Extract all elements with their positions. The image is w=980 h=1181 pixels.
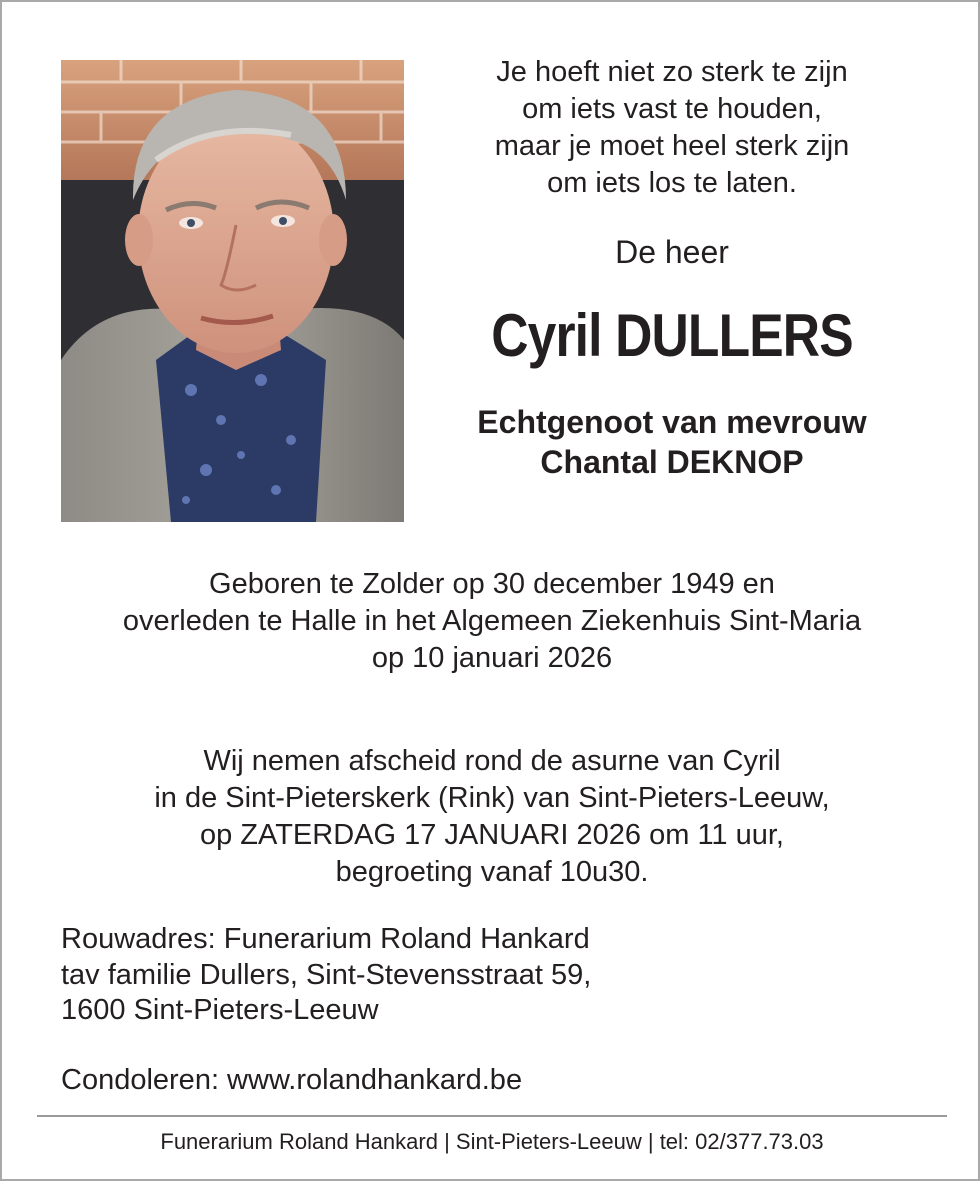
address-line: 1600 Sint-Pieters-Leeuw xyxy=(61,994,379,1026)
ceremony-line: Wij nemen afscheid rond de asurne van Cyril xyxy=(203,745,781,777)
spouse-line: Echtgenoot van mevrouw xyxy=(477,404,867,440)
birth-death-line: overleden te Halle in het Algemeen Ziekenhuis Sint-Maria xyxy=(122,605,862,637)
memorial-quote xyxy=(412,54,932,202)
birth-death-line: op 10 januari 2026 xyxy=(371,642,613,674)
deceased-name: Cyril DULLERS xyxy=(491,302,853,369)
birth-death-info xyxy=(2,566,980,677)
header-text-column xyxy=(412,54,932,482)
portrait-photo xyxy=(61,60,404,522)
spouse-info xyxy=(412,402,932,482)
footer-text: Funerarium Roland Hankard | Sint-Pieters-Leeuw | tel: 02/377.73.03 xyxy=(160,1129,824,1154)
quote-line: om iets los te laten. xyxy=(547,167,797,199)
honorific: De heer xyxy=(615,234,729,270)
ceremony-line: in de Sint-Pieterskerk (Rink) van Sint-Pieters-Leeuw, xyxy=(154,782,830,814)
address-line: Rouwadres: Funerarium Roland Hankard xyxy=(61,923,590,955)
ceremony-info xyxy=(2,743,980,891)
quote-line: om iets vast te houden, xyxy=(522,93,822,125)
mourning-address xyxy=(61,922,591,1029)
address-line: tav familie Dullers, Sint-Stevensstraat 59, xyxy=(61,958,592,991)
birth-death-line: Geboren te Zolder op 30 december 1949 en xyxy=(209,568,775,600)
quote-line: maar je moet heel sterk zijn xyxy=(494,130,850,162)
condolence-text: Condoleren: www.rolandhankard.be xyxy=(61,1064,523,1096)
ceremony-line: op ZATERDAG 17 JANUARI 2026 om 11 uur, xyxy=(199,819,784,851)
quote-line: Je hoeft niet zo sterk te zijn xyxy=(496,56,848,88)
ceremony-line: begroeting vanaf 10u30. xyxy=(335,856,649,888)
portrait-image xyxy=(61,60,404,522)
spouse-line: Chantal DEKNOP xyxy=(540,444,804,480)
footer-divider xyxy=(37,1115,947,1117)
condolence-info xyxy=(61,1063,522,1099)
